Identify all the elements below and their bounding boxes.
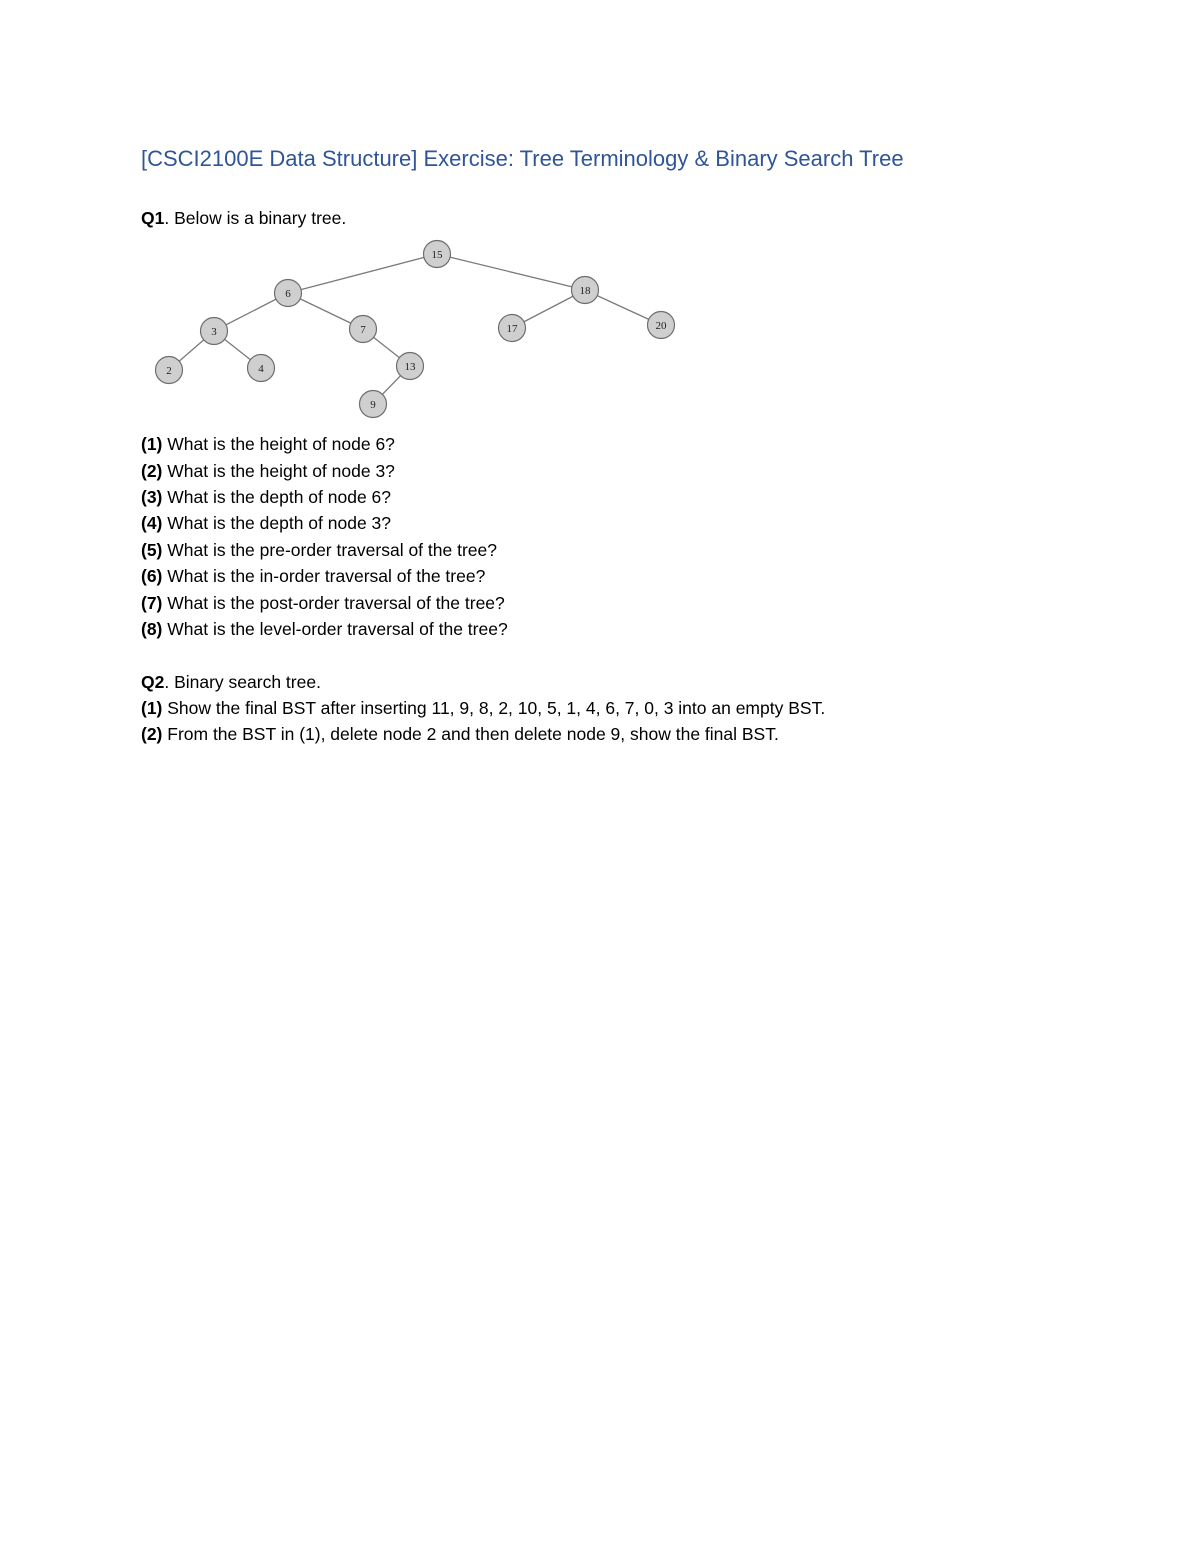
q2-question-2: [141, 724, 779, 745]
q2-heading: [141, 672, 321, 693]
tree-node-label: 18: [579, 285, 591, 297]
tree-node-17: [499, 315, 526, 342]
page-title: [CSCI2100E Data Structure] Exercise: Tree Terminology & Binary Search Tree: [141, 146, 904, 171]
tree-node-9: [360, 391, 387, 418]
tree-node-label: 7: [360, 324, 366, 336]
q1-question-6: [141, 566, 485, 587]
q1-question-3: [141, 487, 391, 508]
tree-node-2: [156, 357, 183, 384]
q1-question-1: [141, 434, 395, 455]
tree-node-label: 15: [431, 249, 443, 261]
q1-question-num: (8): [141, 619, 163, 639]
tree-node-label: 3: [211, 326, 217, 338]
tree-edge-15-6: [288, 254, 437, 293]
q1-question-2: [141, 461, 395, 482]
q1-question-text: What is the level-order traversal of the tree?: [162, 619, 508, 639]
q1-question-num: (1): [141, 434, 163, 454]
tree-node-4: [248, 355, 275, 382]
tree-node-7: [350, 316, 377, 343]
tree-node-18: [572, 277, 599, 304]
q2-question-text: Show the final BST after inserting 11, 9, 8, 2, 10, 5, 1, 4, 6, 7, 0, 3 into an empty BST.: [162, 698, 826, 718]
q1-question-text: What is the depth of node 6?: [162, 487, 392, 507]
tree-node-label: 2: [166, 365, 172, 377]
q2-question-text: From the BST in (1), delete node 2 and then delete node 9, show the final BST.: [162, 724, 779, 744]
tree-node-label: 9: [370, 399, 376, 411]
tree-node-label: 20: [655, 320, 667, 332]
q1-question-text: What is the height of node 6?: [162, 434, 395, 454]
tree-node-label: 17: [506, 323, 518, 335]
q2-label: Q2: [141, 672, 165, 692]
q1-question-num: (4): [141, 513, 163, 533]
tree-node-label: 13: [404, 361, 416, 373]
q1-question-num: (7): [141, 593, 163, 613]
q1-question-4: [141, 513, 391, 534]
q1-question-text: What is the depth of node 3?: [162, 513, 392, 533]
q2-question-num: (1): [141, 698, 163, 718]
q2-question-1: [141, 698, 825, 719]
q1-question-num: (3): [141, 487, 163, 507]
q1-question-text: What is the in-order traversal of the tree?: [162, 566, 486, 586]
q1-question-5: [141, 540, 497, 561]
tree-node-label: 4: [258, 363, 264, 375]
q1-label: Q1: [141, 208, 165, 228]
q2-question-num: (2): [141, 724, 163, 744]
q1-question-num: (6): [141, 566, 163, 586]
tree-node-20: [648, 312, 675, 339]
q1-question-text: What is the height of node 3?: [162, 461, 395, 481]
tree-edge-15-18: [437, 254, 585, 290]
q2-text: . Binary search tree.: [164, 672, 321, 692]
q1-question-text: What is the post-order traversal of the tree?: [162, 593, 505, 613]
q1-question-7: [141, 593, 505, 614]
tree-node-15: [424, 241, 451, 268]
q1-question-num: (2): [141, 461, 163, 481]
q1-text: . Below is a binary tree.: [164, 208, 347, 228]
binary-tree-diagram: [0, 0, 1200, 440]
tree-node-3: [201, 318, 228, 345]
q1-question-num: (5): [141, 540, 163, 560]
tree-node-13: [397, 353, 424, 380]
tree-node-label: 6: [285, 288, 291, 300]
q1-question-text: What is the pre-order traversal of the tree?: [162, 540, 497, 560]
q1-question-8: [141, 619, 508, 640]
tree-node-6: [275, 280, 302, 307]
